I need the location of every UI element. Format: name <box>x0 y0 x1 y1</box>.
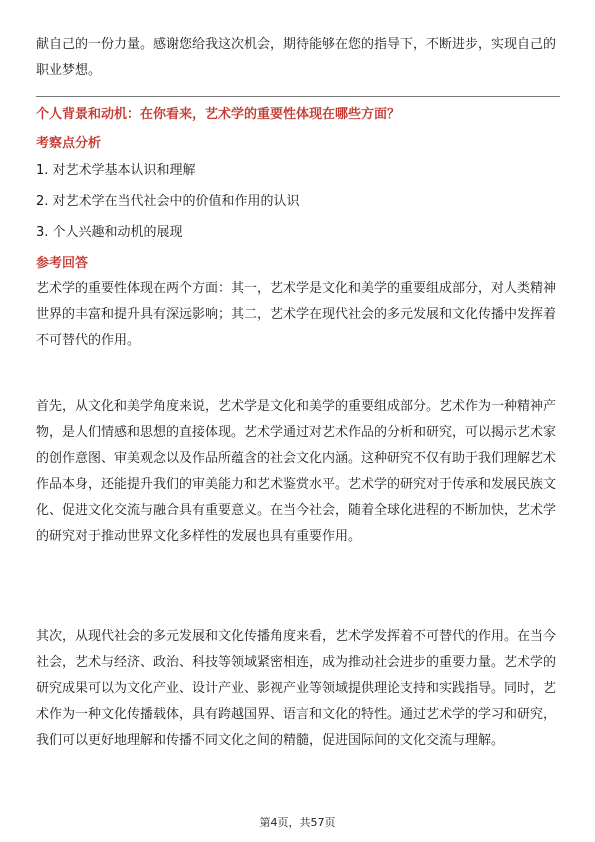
analysis-points-list <box>36 158 560 251</box>
page-number-footer: 第4页，共57页 <box>259 816 336 829</box>
analysis-point: 3. 个人兴趣和动机的展现 <box>36 225 183 240</box>
answer-paragraph: 艺术学的重要性体现在两个方面：其一，艺术学是文化和美学的重要组成部分，对人类精神世界的丰富和提升具有深远影响；其二，艺术学在现代社会的多元发展和文化传播中发挥着不可替代的作用。 <box>36 281 557 348</box>
answer-heading: 参考回答 <box>36 256 89 271</box>
section-divider <box>36 96 560 97</box>
answer-paragraph: 其次，从现代社会的多元发展和文化传播角度来看，艺术学发挥着不可替代的作用。在当今社会，艺术与经济、政治、科技等领域紧密相连，成为推动社会进步的重要力量。艺术学的研究成果可以为文化产业、设计产业、影视产业等领域提供理论支持和实践指导。同时，艺术作为一种文化传播载体，具有跨越国界、语言和文化的特性。通过艺术学的学习和研究，我们可以更好地理解和传播不同文化之间的精髓，促进国际间的文化交流与理解。 <box>36 629 557 748</box>
answer-paragraph: 首先，从文化和美学角度来说，艺术学是文化和美学的重要组成部分。艺术作为一种精神产物，是人们情感和思想的直接体现。艺术学通过对艺术作品的分析和研究，可以揭示艺术家的创作意图、审美观念以及作品所蕴含的社会文化内涵。这种研究不仅有助于我们理解艺术作品本身，还能提升我们的审美能力和艺术鉴赏水平。艺术学的研究对于传承和发展民族文化、促进文化交流与融合具有重要意义。在当今社会，随着全球化进程的不断加快，艺术学的研究对于推动世界文化多样性的发展也具有重要作用。 <box>36 399 557 544</box>
analysis-point: 2. 对艺术学在当代社会中的价值和作用的认识 <box>36 194 300 209</box>
analysis-heading: 考察点分析 <box>36 136 102 151</box>
question-title: 个人背景和动机：在你看来，艺术学的重要性体现在哪些方面？ <box>36 107 401 122</box>
intro-paragraph: 献自己的一份力量。感谢您给我这次机会，期待能够在您的指导下，不断进步，实现自己的职业梦想。 <box>36 37 557 78</box>
analysis-point: 1. 对艺术学基本认识和理解 <box>36 163 196 178</box>
